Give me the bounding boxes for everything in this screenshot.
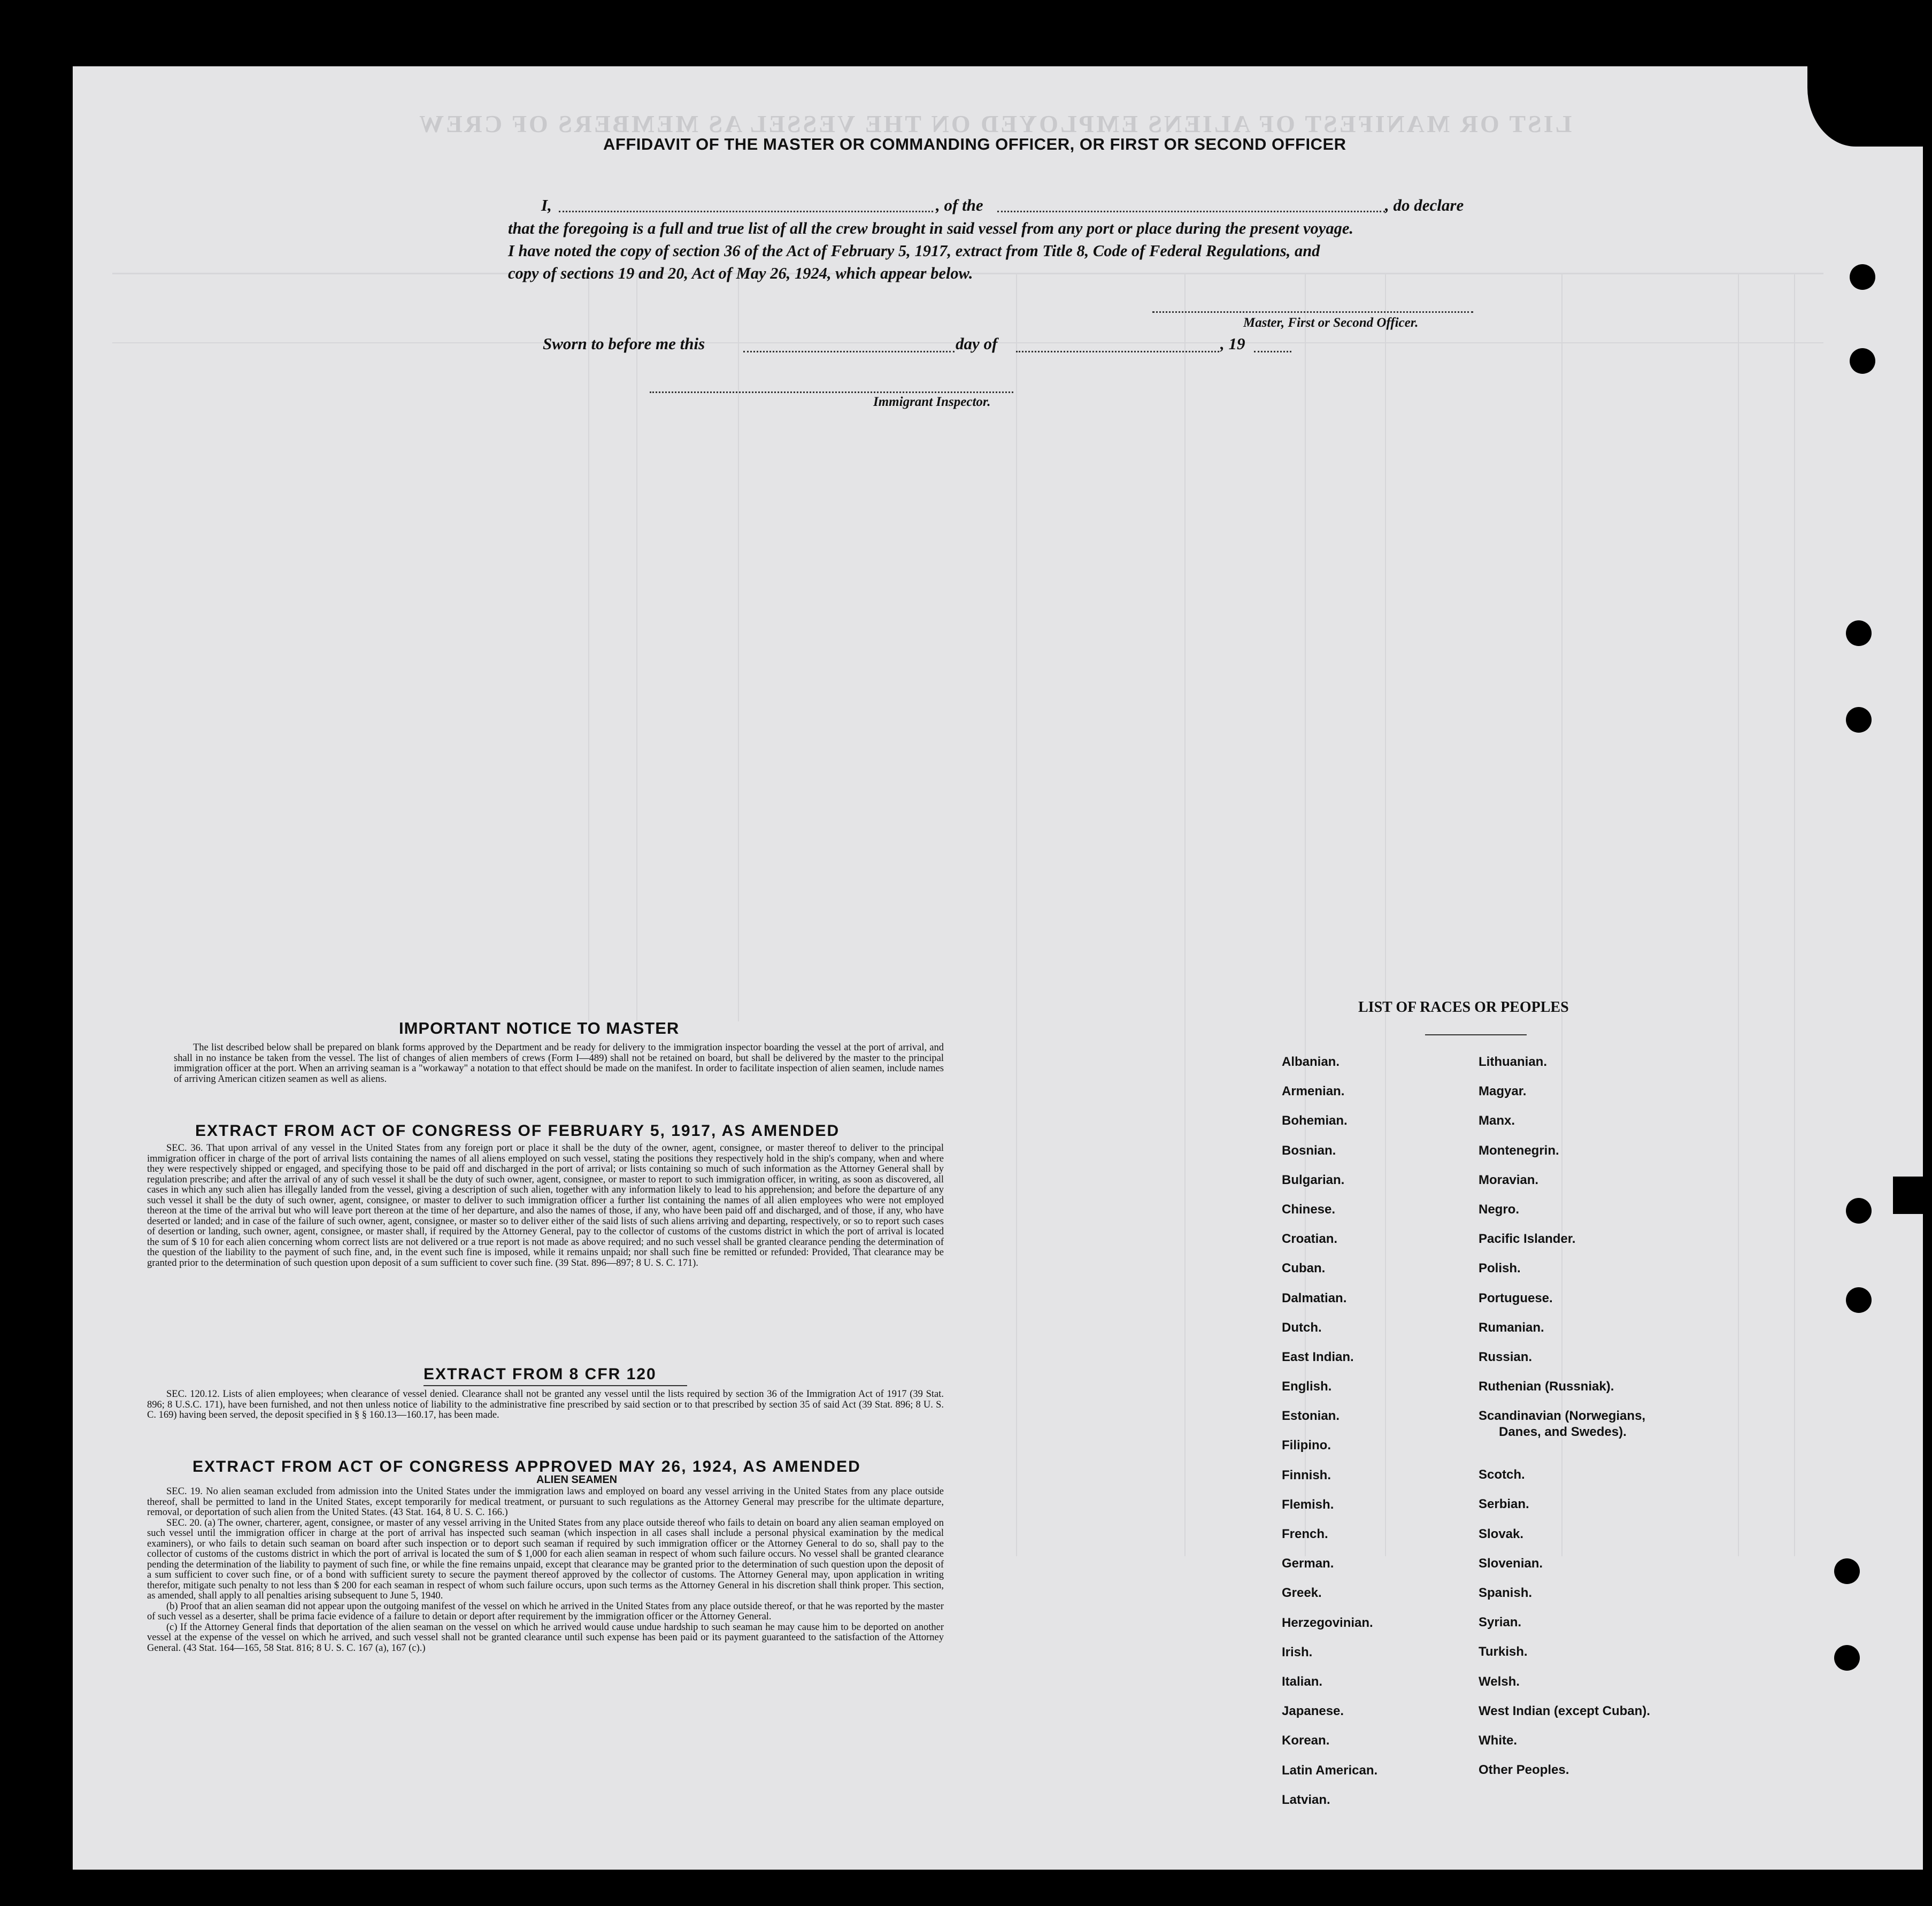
race-item: Pacific Islander. — [1479, 1232, 1576, 1247]
race-item: Dalmatian. — [1282, 1290, 1347, 1305]
sworn-year-blank[interactable] — [1254, 351, 1291, 352]
race-item: Portuguese. — [1479, 1290, 1553, 1305]
race-item: Dutch. — [1282, 1320, 1322, 1335]
name-blank[interactable] — [559, 211, 933, 212]
race-item: Latin American. — [1282, 1763, 1378, 1778]
race-item: Spanish. — [1479, 1586, 1533, 1600]
binder-hole — [1846, 620, 1872, 646]
race-item: Russian. — [1479, 1349, 1533, 1364]
race-item: Flemish. — [1282, 1497, 1334, 1512]
sec-120-12-paragraph: SEC. 120.12. Lists of alien employees; when clearance of vessel denied. Clearance shall not be granted any vessel until the lists required by section 36 of the Immigration Act of 1917 (39 Stat. 896; 8 U.S.C. 171), have been furnished, and not then unless notice of liability to the administrative fine prescribed by said section or to that prescribed by section 35 of said Act (39 Stat. 896; 8 U. S. C. 169) having been served, the deposit specified in § § 160.13—160.17, has been made. — [147, 1389, 944, 1420]
race-item: Ruthenian (Russniak). — [1479, 1379, 1614, 1394]
torn-edge — [1893, 1177, 1923, 1214]
race-item: Japanese. — [1282, 1704, 1344, 1719]
race-item: Bosnian. — [1282, 1143, 1336, 1158]
race-item: Armenian. — [1282, 1084, 1345, 1099]
notice-text — [174, 1043, 944, 1085]
sworn-day-blank[interactable] — [743, 351, 955, 352]
sec-36-paragraph: SEC. 36. That upon arrival of any vessel in the United States from any foreign port or place it shall be the duty of the owner, agent, consignee, or master thereof to deliver to the principal immigration officer in charge of the port of arrival lists containing the names of all aliens employed on such vessel, stating the positions they respectively hold in the ship's company, when and where they were respectively shipped or engaged, and specifying those to be paid off and discharged in the port of arrival; or lists containing so much of such information as the Attorney General shall by regulation prescribe; and after the arrival of any of such vessel it shall be the duty of such owner, agent, consignee, or master to report to such immigration officer, in writing, as soon as discovered, all cases in which any such alien has illegally landed from the vessel, giving a description of such alien, together with any information likely to lead to his apprehension; and before the departure of any such vessel it shall be the duty of such owner, agent, consignee, or master to deliver to such immigration officer a further list containing the names of all alien employees who were not employed thereon at the time of the arrival but who will leave port thereon at the time of her departure, and also the names of those, if any, who have been paid off and discharged, and of those, if any, who have deserted or landed; and in case of the failure of such owner, agent, consignee, or master so to deliver either of the said lists of such aliens arriving and departing, respectively, or so to report such cases of desertion or landing, such owner, agent, consignee, or master shall, if required by the Attorney General, pay to the collector of customs of the customs district in which the port of arrival is located the sum of $ 10 for each alien concerning whom correct lists are not delivered or a true report is not made as above required; and no such vessel shall be granted clearance pending the determination of the question of the liability to the payment of such fine, and, in the event such fine is imposed, while it remains unpaid; nor shall such fine be remitted or refunded: Provided, That clearance may be granted prior to the determination of such question upon deposit of a sum sufficient to cover such fine. (39 Stat. 896—897; 8 U. S. C. 171). — [147, 1143, 944, 1269]
race-item: German. — [1282, 1556, 1334, 1571]
race-item: Albanian. — [1282, 1055, 1340, 1069]
binder-hole — [1834, 1558, 1860, 1584]
races-left-column — [1282, 1055, 1377, 1822]
extract-1924-text — [147, 1487, 944, 1654]
bleedthrough-column — [1385, 273, 1386, 1556]
affidavit-of-the: , of the — [936, 196, 983, 214]
extract-8cfr-underline — [424, 1385, 687, 1386]
race-item: Bulgarian. — [1282, 1172, 1345, 1187]
race-item: Finnish. — [1282, 1467, 1331, 1482]
race-item: Scandinavian (Norwegians, — [1479, 1409, 1646, 1424]
race-item: Syrian. — [1479, 1615, 1522, 1630]
race-item: Turkish. — [1479, 1644, 1528, 1659]
bleedthrough-column — [1738, 273, 1739, 1556]
bleedthrough-column — [1016, 273, 1017, 1556]
race-item: Manx. — [1479, 1113, 1515, 1128]
races-title-underline — [1425, 1034, 1527, 1035]
affidavit-i-label: I, — [541, 196, 552, 214]
sec-20b-paragraph: (b) Proof that an alien seaman did not appear upon the outgoing manifest of the vessel on which he arrived in the United States from any place outside thereof, or that he was reported by the master of such vessel as a deserter, shall be prima facie evidence of a failure to detain or deport after requirement by the immigration officer or the Attorney General. — [147, 1601, 944, 1622]
race-item: Welsh. — [1479, 1674, 1520, 1689]
race-item: Lithuanian. — [1479, 1055, 1547, 1069]
inspector-signature-label: Immigrant Inspector. — [873, 395, 991, 409]
vessel-blank[interactable] — [997, 211, 1385, 212]
race-item: Irish. — [1282, 1644, 1313, 1659]
race-item: Filipino. — [1282, 1438, 1331, 1453]
extract-8cfr-text — [147, 1389, 944, 1421]
race-item: Slovenian. — [1479, 1556, 1543, 1571]
race-item: Montenegrin. — [1479, 1143, 1559, 1158]
race-item: Rumanian. — [1479, 1320, 1544, 1335]
affidavit-line-1: that the foregoing is a full and true list of all the crew brought in said vessel from any port or place during the present voyage. — [508, 219, 1353, 237]
extract-1924-subtitle: ALIEN SEAMEN — [536, 1474, 618, 1486]
race-item: Danes, and Swedes). — [1499, 1425, 1627, 1440]
master-signature-line[interactable] — [1152, 311, 1473, 313]
notice-title: IMPORTANT NOTICE TO MASTER — [399, 1019, 680, 1037]
race-item: Bohemian. — [1282, 1113, 1348, 1128]
race-item: Chinese. — [1282, 1202, 1336, 1217]
race-item: Italian. — [1282, 1674, 1323, 1689]
sworn-label: Sworn to before me this — [543, 334, 705, 353]
race-item: Estonian. — [1282, 1409, 1340, 1424]
affidavit-title: AFFIDAVIT OF THE MASTER OR COMMANDING OFFICER, OR FIRST OR SECOND OFFICER — [603, 135, 1346, 153]
bleedthrough-column — [636, 273, 637, 1021]
race-item: Negro. — [1479, 1202, 1520, 1217]
sec-20a-paragraph: SEC. 20. (a) The owner, charterer, agent, consignee, or master of any vessel arriving in the United States from any place outside thereof who fails to detain on board any alien seaman employed on such vessel until the immigration officer in charge at the port of arrival has inspected such seaman (which inspection in all cases shall include a personal physical examination by the medical examiners), or who fails to detain such seaman on board after such inspection or to deport such seaman if required by such immigration officer or the Attorney General to do so, shall pay to the collector of customs of the customs district in which the port of arrival is located the sum of $ 1,000 for each alien seaman in respect of whom such failure occurs. No vessel shall be granted clearance pending the determination of the liability to payment of such fine, or while the fine remains unpaid, except that clearance may be granted prior to the determination of such question upon the deposit of a sum sufficient to cover such fine, or of a bond with sufficient surety to secure the payment thereof approved by the collector of customs. The Attorney General may, upon application in writing therefor, mitigate such penalty to not less than $ 200 for each seaman in respect of whom such failure occurs, upon such terms as the Attorney General in his discretion shall think proper. This section, as amended, shall apply to all penalties arising subsequent to June 5, 1940. — [147, 1517, 944, 1601]
year-label: , 19 — [1220, 334, 1245, 353]
inspector-signature-line[interactable] — [650, 391, 1013, 393]
extract-1917-title: EXTRACT FROM ACT OF CONGRESS OF FEBRUARY 5, 1917, AS AMENDED — [195, 1122, 840, 1140]
bleedthrough-column — [738, 273, 739, 1021]
binder-hole — [1846, 707, 1872, 733]
notice-paragraph: The list described below shall be prepared on blank forms approved by the Department and be ready for delivery to the immigration inspector boarding the vessel at the port of arrival, and shall in no instance be taken from the vessel. The list of changes of alien members of crews (Form I—489) shall not be retained on board, but shall be delivered by the master to the principal immigration officer at the port. When an arriving seaman is a "workaway" a notation to that effect should be made on the manifest. In order to facilitate inspection of alien seamen, include names of arriving American citizen seamen as well as aliens. — [174, 1042, 944, 1085]
binder-hole — [1846, 1198, 1872, 1224]
bleedthrough-title: LIST OR MANIFEST OF ALIENS EMPLOYED ON THE VESSEL AS MEMBERS OF CREW — [417, 110, 1572, 137]
binder-hole — [1850, 348, 1875, 374]
races-title: LIST OF RACES OR PEOPLES — [1358, 999, 1569, 1016]
master-signature-label: Master, First or Second Officer. — [1243, 316, 1419, 330]
race-item: Other Peoples. — [1479, 1763, 1569, 1778]
binder-hole — [1846, 1287, 1872, 1313]
race-item: East Indian. — [1282, 1349, 1354, 1364]
race-item: Scotch. — [1479, 1467, 1525, 1482]
race-item: Herzegovinian. — [1282, 1615, 1373, 1630]
sec-20c-paragraph: (c) If the Attorney General finds that deportation of the alien seaman on the vessel on which he arrived would cause undue hardship to such seaman he may cause him to be deported on another vessel at the expense of the vessel on which he arrived, and such vessel shall not be granted clearance until such expense has been paid or its payment guaranteed to the satisfaction of the Attorney General. (43 Stat. 164—165, 58 Stat. 816; 8 U. S. C. 167 (a), 167 (c).) — [147, 1621, 944, 1654]
affidavit-line-2: I have noted the copy of section 36 of the Act of February 5, 1917, extract from Title 8, Code of Federal Regulations, and — [508, 242, 1320, 260]
race-item: West Indian (except Cuban). — [1479, 1703, 1650, 1718]
race-item: Cuban. — [1282, 1261, 1326, 1276]
race-item: Croatian. — [1282, 1232, 1338, 1247]
race-item: Polish. — [1479, 1261, 1521, 1276]
binder-hole — [1834, 1645, 1860, 1671]
race-item: Latvian. — [1282, 1792, 1330, 1807]
race-item: Greek. — [1282, 1586, 1322, 1601]
day-of-label: day of — [956, 334, 998, 353]
race-item: Moravian. — [1479, 1172, 1539, 1187]
races-right-column — [1479, 1055, 1650, 1792]
affidavit-line-3: copy of sections 19 and 20, Act of May 26, 1924, which appear below. — [508, 264, 973, 282]
affidavit-do-declare: , do declare — [1385, 196, 1464, 214]
bleedthrough-column — [588, 273, 589, 1021]
bleedthrough-column — [1794, 273, 1795, 1556]
extract-8cfr-title: EXTRACT FROM 8 CFR 120 — [424, 1365, 657, 1383]
extract-1917-text — [147, 1143, 944, 1269]
binder-hole — [1850, 264, 1875, 290]
race-item: Serbian. — [1479, 1497, 1529, 1512]
race-item: Slovak. — [1479, 1526, 1524, 1541]
race-item: French. — [1282, 1527, 1328, 1541]
race-item: Magyar. — [1479, 1084, 1527, 1099]
extract-1924-title: EXTRACT FROM ACT OF CONGRESS APPROVED MAY 26, 1924, AS AMENDED — [193, 1458, 861, 1475]
sworn-month-blank[interactable] — [1016, 351, 1219, 352]
bleedthrough-column — [1184, 273, 1186, 1556]
race-item: English. — [1282, 1379, 1332, 1394]
sec-19-paragraph: SEC. 19. No alien seaman excluded from admission into the United States under the immigration laws and employed on board any vessel arriving in the United States from any place outside thereof, shall be permitted to land in the United States, except temporarily for medical treatment, or pursuant to such regulations as the Attorney General may prescribe for the ultimate departure, removal, or deportation of such alien from the United States. (43 Stat. 164, 8 U. S. C. 166.) — [147, 1486, 944, 1518]
race-item: Korean. — [1282, 1733, 1330, 1748]
race-item: White. — [1479, 1733, 1517, 1748]
